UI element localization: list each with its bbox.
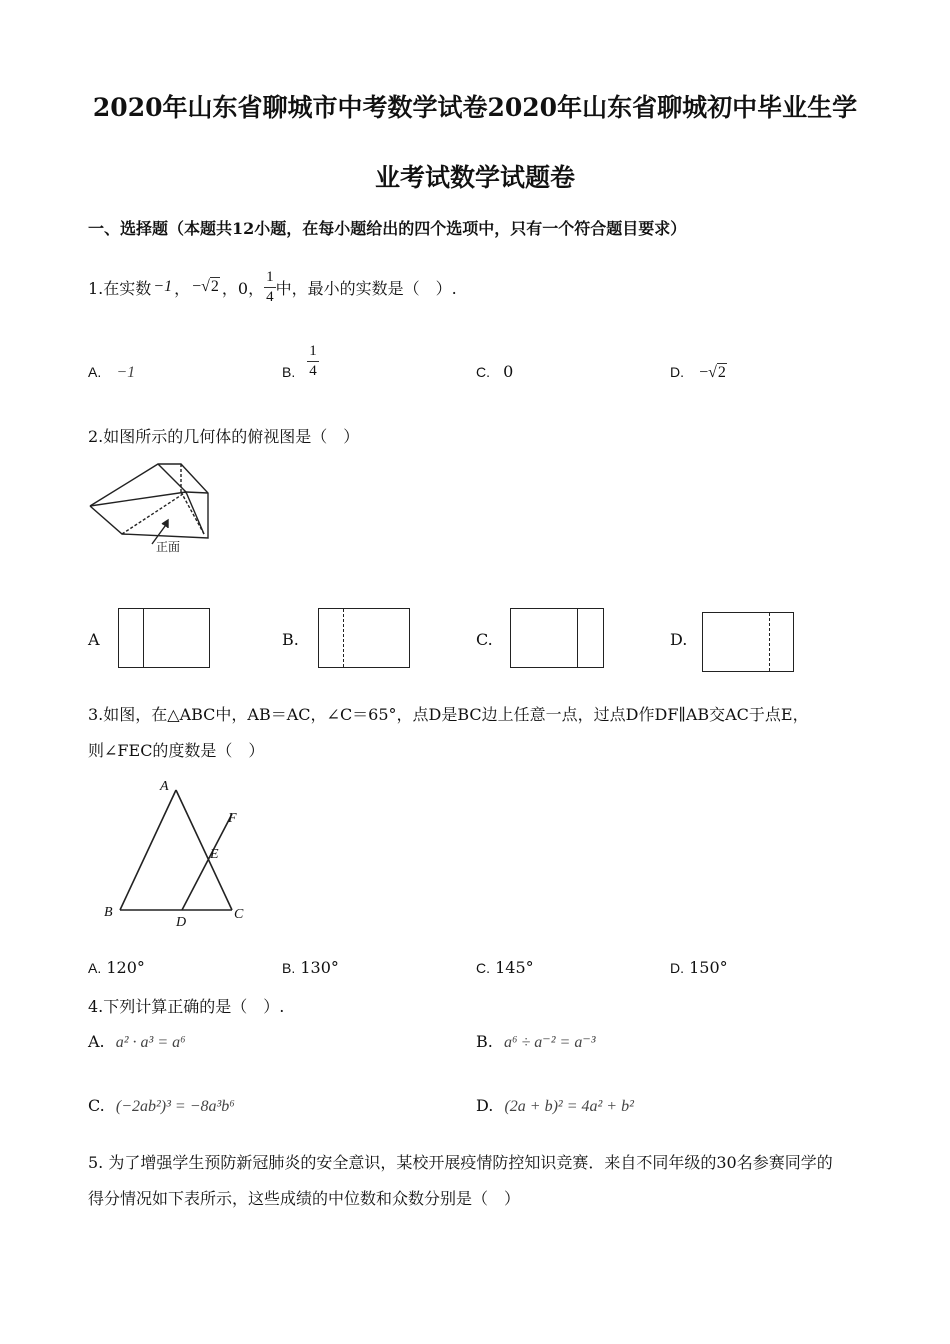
- q4-option-b[interactable]: [476, 1032, 596, 1052]
- option-value: 150°: [689, 958, 728, 977]
- label-c: C: [234, 907, 244, 922]
- q2-option-c-label[interactable]: C.: [476, 630, 493, 649]
- dashed-line: [769, 613, 770, 671]
- q3-option-b[interactable]: [282, 958, 339, 977]
- side-ac: [176, 790, 232, 910]
- section-heading: 一、选择题（本题共12小题，在每小题给出的四个选项中，只有一个符合题目要求）: [88, 219, 687, 238]
- q1-option-c[interactable]: [476, 362, 513, 381]
- figure-edge: [158, 464, 186, 492]
- frac-num: 1: [307, 344, 319, 362]
- label-d: D: [176, 915, 187, 930]
- q3-option-c[interactable]: [476, 958, 534, 977]
- q1-option-d[interactable]: [670, 362, 727, 382]
- q2-option-c-rect[interactable]: [510, 608, 604, 668]
- label-b: B: [104, 905, 113, 920]
- q1-prefix: 1.在实数: [88, 278, 152, 298]
- option-label: D.: [476, 1096, 494, 1115]
- q1-neg-sqrt2: −√2: [192, 278, 219, 295]
- q1-fraction: [264, 270, 276, 305]
- option-label: A.: [88, 1032, 105, 1051]
- page-title-line2: 业考试数学试题卷: [374, 163, 575, 192]
- q1-option-b[interactable]: [282, 336, 319, 386]
- option-value: −1: [116, 364, 136, 381]
- frac-den: 4: [309, 362, 317, 379]
- option-value: 130°: [300, 958, 339, 977]
- question-3-line2: 则∠FEC的度数是（ ）: [88, 741, 265, 760]
- option-label: D.: [670, 960, 684, 976]
- label-e: E: [210, 847, 219, 862]
- option-value: −√2: [699, 364, 726, 381]
- q2-option-a-label[interactable]: A: [88, 630, 100, 649]
- option-label: B.: [476, 1032, 493, 1051]
- q1-frac-num: 1: [264, 270, 276, 288]
- question-3-line1: 3.如图，在△ABC中，AB＝AC，∠C＝65°，点D是BC边上任意一点，过点D作DF∥AB交AC于点E，: [88, 705, 809, 724]
- q1-neg-one: −1: [153, 278, 173, 295]
- question-4: 4.下列计算正确的是（ ）.: [88, 997, 285, 1016]
- question-1: [88, 262, 457, 312]
- q1-sep1: ，: [174, 278, 191, 298]
- label-f: F: [228, 811, 237, 826]
- option-label: A.: [88, 364, 102, 380]
- q1-suffix: 中，最小的实数是（ ）.: [275, 278, 457, 298]
- page-title: 2020年山东省聊城市中考数学试卷2020年山东省聊城初中毕业生学: [92, 93, 858, 122]
- option-label: C.: [88, 1096, 105, 1115]
- q2-option-d-label[interactable]: D.: [670, 630, 688, 649]
- q4-option-a[interactable]: [88, 1032, 186, 1052]
- figure-hidden-edge: [122, 492, 186, 534]
- option-label: C.: [476, 960, 490, 976]
- option-label: D.: [670, 364, 684, 380]
- option-value: 145°: [495, 958, 534, 977]
- option-label: B.: [282, 364, 296, 380]
- question-5-line1: 5. 为了增强学生预防新冠肺炎的安全意识，某校开展疫情防控知识竞赛．来自不同年级的30名参赛同学的: [88, 1153, 833, 1172]
- solid-line: [143, 609, 144, 667]
- q2-option-a-rect[interactable]: [118, 608, 210, 668]
- option-value: 0: [503, 362, 514, 381]
- q2-option-b-rect[interactable]: [318, 608, 410, 668]
- q4-option-d[interactable]: [476, 1096, 634, 1116]
- dashed-line: [343, 609, 344, 667]
- figure-edge: [90, 492, 186, 506]
- q3-option-d[interactable]: [670, 958, 728, 977]
- side-ab: [120, 790, 176, 910]
- label-a: A: [160, 779, 169, 794]
- option-label: A.: [88, 960, 102, 976]
- front-label: 正面: [156, 540, 181, 554]
- option-label: C.: [476, 364, 490, 380]
- option-value: a⁶ ÷ a⁻² = a⁻³: [503, 1034, 596, 1051]
- question-5-line2: 得分情况如下表所示，这些成绩的中位数和众数分别是（ ）: [88, 1189, 521, 1208]
- option-value: 120°: [106, 958, 145, 977]
- option-value: (−2ab²)³ = −8a³b⁶: [115, 1098, 235, 1115]
- q1-sqrt-radicand: 2: [210, 278, 219, 295]
- q1-frac-den: 4: [266, 288, 274, 305]
- q2-solid-figure: [86, 462, 226, 558]
- option-fraction: [307, 344, 319, 379]
- q3-option-a[interactable]: [88, 958, 145, 977]
- solid-line: [577, 609, 578, 667]
- question-2: 2.如图所示的几何体的俯视图是（ ）: [88, 427, 360, 446]
- option-label: B.: [282, 960, 296, 976]
- option-value: a² · a³ = a⁶: [115, 1034, 186, 1051]
- q2-option-b-label[interactable]: B.: [282, 630, 299, 649]
- figure-edge: [186, 492, 208, 493]
- q1-sep2: ，0，: [221, 278, 265, 298]
- option-value: (2a + b)² = 4a² + b²: [504, 1098, 634, 1115]
- q4-option-c[interactable]: [88, 1096, 235, 1116]
- q2-option-d-rect[interactable]: [702, 612, 794, 672]
- figure-hidden-edge: [181, 492, 204, 534]
- q1-option-a[interactable]: [88, 362, 135, 382]
- sqrt-radicand: 2: [717, 364, 726, 381]
- q3-triangle-figure: [96, 776, 256, 932]
